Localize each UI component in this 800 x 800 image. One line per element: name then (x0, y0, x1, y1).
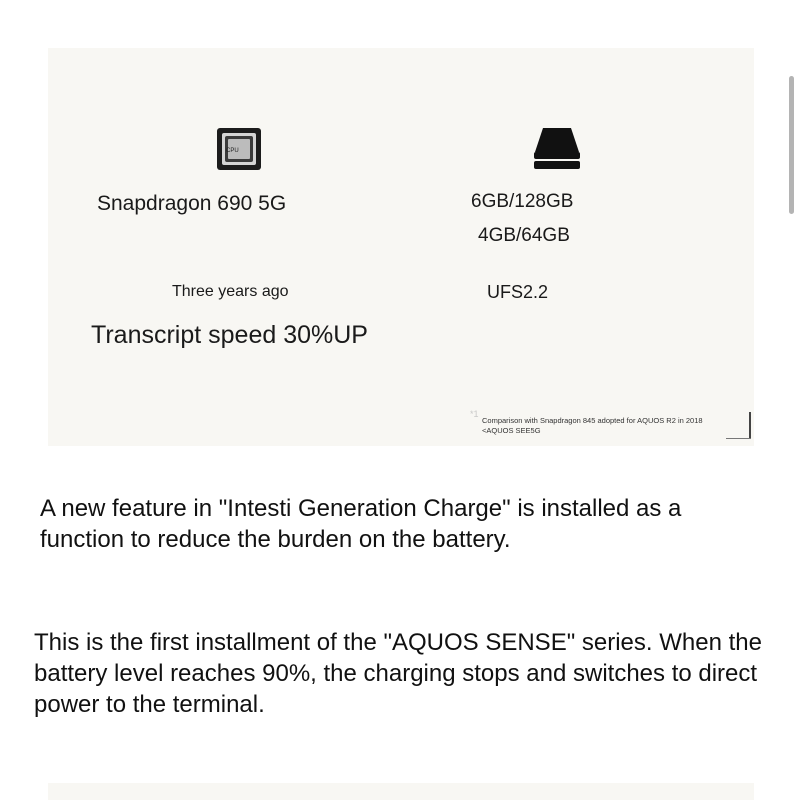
cpu-name: Snapdragon 690 5G (97, 192, 287, 215)
footnote (482, 416, 703, 436)
cpu-chip-icon (216, 127, 262, 171)
memory-option: 4GB/64GB (478, 225, 570, 246)
cpu-speed-note: Transcript speed 30%UP (91, 321, 368, 349)
cpu-release-note: Three years ago (172, 283, 289, 300)
storage-type: UFS2.2 (487, 282, 549, 302)
memory-option: 6GB/128GB (471, 191, 574, 212)
storage-drive-icon (533, 126, 581, 170)
series-paragraph: This is the first installment of the "AQUOS SENSE" series. When the battery level reaches 90%, the charging stops and switches to direct power to the terminal. (34, 629, 762, 718)
cpu-icon-label: CPU (226, 148, 239, 154)
card-corner-mark (726, 438, 751, 439)
card-corner-mark (749, 412, 751, 439)
footnote-marker: *1 (470, 409, 479, 419)
footnote-line: <AQUOS SEE5G (482, 426, 541, 435)
feature-paragraph: A new feature in "Intesti Generation Charge" is installed as a function to reduce the burden on the battery. (40, 495, 682, 553)
scrollbar-thumb[interactable] (789, 76, 794, 214)
footnote-line: Comparison with Snapdragon 845 adopted for AQUOS R2 in 2018 (482, 416, 703, 425)
spec-card-image (48, 48, 754, 446)
next-image-card (48, 783, 754, 800)
